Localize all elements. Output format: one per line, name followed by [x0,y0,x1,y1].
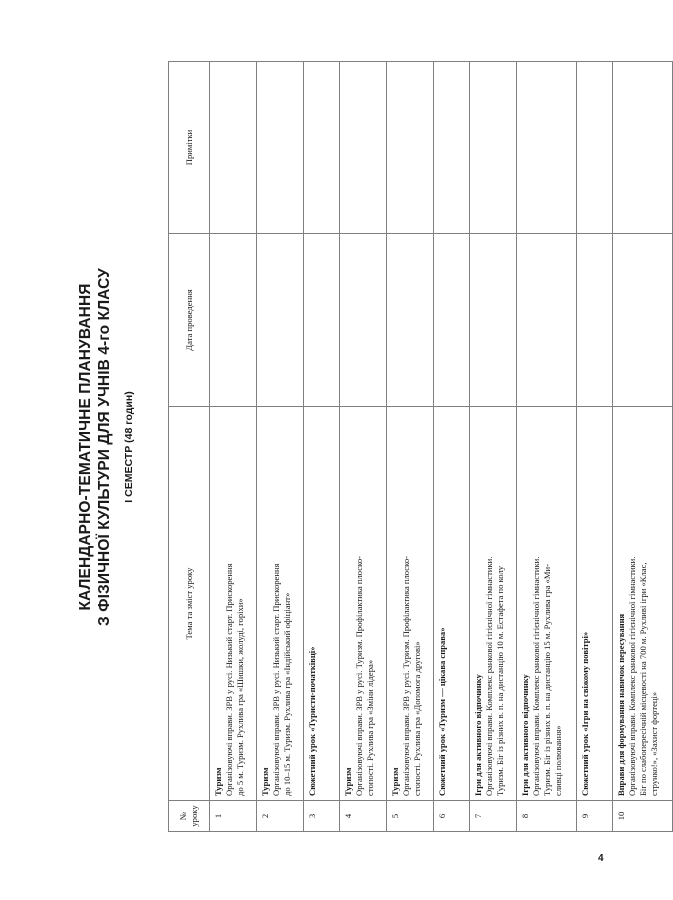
header-lesson-number: № уроку [169,801,210,832]
lesson-topic-cell [517,407,577,801]
lesson-content-line: Туризм. Біг із різних в. п. на дистанцію 10 м. Естафета по колу [495,565,505,796]
lesson-topic: Ігри для активного відпочинку [473,674,483,796]
table-row [434,62,470,832]
lesson-number: 7 [470,801,517,832]
table-row [304,62,340,832]
lesson-number: 4 [340,801,387,832]
date-cell [304,234,340,407]
lesson-topic: Туризм [343,767,353,796]
lesson-number: 3 [304,801,340,832]
lesson-content-line: Організовуючі вправи. ЗРВ у русі. Туризм. Профілактика плоско- [354,555,364,796]
notes-cell [257,62,304,234]
date-cell [470,234,517,407]
date-cell [517,234,577,407]
lesson-topic-cell [257,407,304,801]
lesson-number: 1 [210,801,257,832]
lesson-number: 10 [613,801,673,832]
table-body [210,62,673,832]
lesson-content-line: до 5 м. Туризм. Рухлива гра «Шишки, жолуді, горіхи» [235,598,245,796]
date-cell [257,234,304,407]
lesson-topic-cell [577,407,613,801]
rotated-page-content [76,62,659,832]
header-notes: Примітки [169,62,210,234]
lesson-content-line: Організовуючі вправи. ЗРВ у русі. Туризм. Профілактика плоско- [401,555,411,796]
date-cell [434,234,470,407]
lesson-topic: Сюжетний урок «Ігри на свіжому повітрі» [580,631,590,796]
date-cell [387,234,434,407]
lesson-content-line: Організовуючі вправи. Комплекс ранкової гігієнічної гімнастики. [484,556,494,796]
lesson-topic-cell [340,407,387,801]
notes-cell [304,62,340,234]
date-cell [577,234,613,407]
lesson-topic: Сюжетний урок «Туристи-початківці» [307,646,317,796]
lesson-content-line: Біг по слабопересічній місцевості на 700 м. Рухливі ігри «Клас, [638,562,648,796]
lesson-content-line: Організовуючі вправи. ЗРВ у русі. Низький старт. Прискорення [271,563,281,796]
lesson-content-line: Організовуючі вправи. Комплекс ранкової гігієнічної гімнастики. [531,556,541,796]
title-block [76,62,162,832]
lesson-number: 8 [517,801,577,832]
lesson-topic: Туризм [390,767,400,796]
lesson-topic: Туризм [260,767,270,796]
notes-cell [434,62,470,234]
table-header-row [169,62,210,832]
table-row [340,62,387,832]
lesson-content-line: Організовуючі вправи. Комплекс ранкової гігієнічної гімнастики. [627,556,637,796]
notes-cell [210,62,257,234]
document-title-line-1: КАЛЕНДАРНО-ТЕМАТИЧНЕ ПЛАНУВАННЯ [77,283,94,611]
lesson-content-line: Організовуючі вправи. ЗРВ у русі. Низький старт. Прискорення [224,563,234,796]
lesson-topic: Сюжетний урок «Туризм — цікава справа» [437,627,447,796]
notes-cell [470,62,517,234]
lesson-number: 9 [577,801,613,832]
lesson-topic: Туризм [213,767,223,796]
lesson-topic-cell [304,407,340,801]
lesson-topic-cell [613,407,673,801]
table-row [613,62,673,832]
notes-cell [387,62,434,234]
lesson-topic-cell [470,407,517,801]
notes-cell [517,62,577,234]
semester-heading: І СЕМЕСТР (48 годин) [123,391,135,503]
table-row [387,62,434,832]
table-row [517,62,577,832]
lesson-number: 5 [387,801,434,832]
lesson-topic-cell [210,407,257,801]
date-cell [340,234,387,407]
lesson-number: 2 [257,801,304,832]
date-cell [613,234,673,407]
lesson-topic-cell [387,407,434,801]
lesson-content-line: сливці полювання» [553,725,563,796]
lesson-topic-cell [434,407,470,801]
lesson-topic: Вправи для формування навичок пересування [616,613,626,796]
notes-cell [613,62,673,234]
lesson-plan-table [168,61,673,832]
table-row [577,62,613,832]
document-title-line-2: З ФІЗИЧНОЇ КУЛЬТУРИ ДЛЯ УЧНІВ 4-го КЛАСУ [96,268,113,626]
table-row [257,62,304,832]
lesson-content-line: до 10–15 м. Туризм. Рухлива гра «Індійський офіціант» [282,592,292,796]
lesson-content-line: Туризм. Біг із різних в. п. на дистанцію 15 м. Рухлива гра «Ми- [542,564,552,796]
table-row [470,62,517,832]
header-topic: Тема та зміст уроку [169,407,210,801]
header-date: Дата проведення [169,234,210,407]
lesson-topic: Ігри для активного відпочинку [520,674,530,796]
date-cell [210,234,257,407]
lesson-content-line: стопості. Рухлива гра «Зміни лідера» [365,659,375,796]
lesson-number: 6 [434,801,470,832]
lesson-content-line: стопості. Рухлива гра «Допомога другові» [412,641,422,796]
notes-cell [577,62,613,234]
table-row [210,62,257,832]
notes-cell [340,62,387,234]
lesson-content-line: струнко!», «Захист фортеці» [649,691,659,796]
page-number: 4 [598,853,604,864]
